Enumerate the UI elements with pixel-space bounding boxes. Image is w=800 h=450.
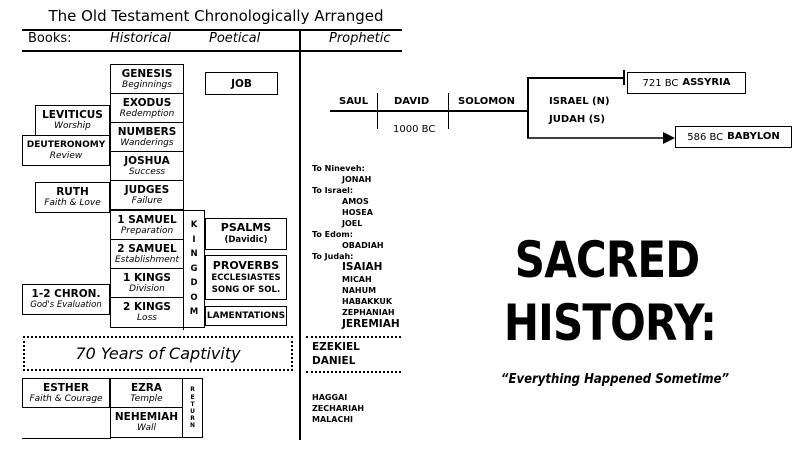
headline-sacred: SACRED: [514, 231, 700, 289]
assyria-date: 721 BC: [642, 77, 679, 89]
book-theme: Redemption: [119, 108, 175, 119]
book-leviticus: [35, 105, 110, 136]
book-ezra: [110, 378, 183, 408]
book-name: NEHEMIAH: [114, 411, 179, 423]
book-name: LEVITICUS: [42, 109, 103, 121]
book-name: RUTH: [56, 186, 89, 198]
return-column: [182, 378, 203, 438]
return-letter: U: [190, 408, 195, 415]
book-name: 2 SAMUEL: [117, 242, 177, 255]
book-1-2-chronicles: [22, 284, 110, 315]
book-theme: Faith & Love: [44, 198, 101, 208]
headline-history: HISTORY:: [503, 294, 717, 352]
headline-tagline: “Everything Happened Sometime”: [500, 372, 730, 387]
kingdom-letter: D: [190, 278, 198, 289]
book-theme: Wanderings: [120, 137, 174, 148]
book-deuteronomy: [22, 135, 110, 166]
book-name: LAMENTATIONS: [206, 311, 286, 321]
babylon-box: [675, 126, 792, 148]
prophet-ezekiel: EZEKIEL: [312, 341, 360, 353]
header-books: Books:: [28, 31, 72, 46]
tick-david-solomon: [448, 93, 449, 129]
kingdom-letter: N: [190, 249, 198, 260]
assyria-end-cap: [623, 70, 625, 85]
kingdom-letter: I: [192, 234, 196, 245]
book-psalms: [205, 218, 287, 250]
timeline-main-line: [330, 110, 528, 112]
book-name: 1 SAMUEL: [117, 213, 177, 226]
prophetic-captivity-bottom: [306, 371, 401, 373]
assyria-label: ASSYRIA: [682, 77, 731, 88]
book-name: JOB: [231, 77, 252, 90]
book-theme: Preparation: [120, 225, 174, 236]
prophetic-divider: [299, 30, 301, 440]
prophet-zephaniah: ZEPHANIAH: [342, 308, 395, 317]
babylon-label: BABYLON: [727, 131, 780, 142]
book-name: NUMBERS: [117, 125, 177, 138]
book-name: EXODUS: [122, 96, 172, 109]
prophet-group-judah: To Judah:: [312, 252, 354, 261]
split-vertical-line: [527, 77, 529, 138]
book-exodus: [110, 93, 184, 123]
book-joshua: [110, 151, 184, 181]
babylon-date: 586 BC: [687, 131, 724, 143]
esther-extension-line: [22, 438, 111, 439]
book-name: EZRA: [131, 381, 162, 394]
book-name: GENESIS: [121, 67, 173, 80]
kingdom-letter: O: [190, 292, 198, 303]
header-poetical: Poetical: [209, 31, 261, 46]
prophet-jeremiah: JEREMIAH: [342, 318, 400, 330]
book-theme: Division: [129, 283, 165, 294]
prophet-malachi: MALACHI: [312, 415, 353, 424]
book-theme: Failure: [131, 195, 163, 206]
book-name: JOSHUA: [124, 154, 170, 167]
return-letter: N: [189, 422, 196, 430]
book-theme: Faith & Courage: [29, 393, 103, 404]
book-1-samuel: [110, 210, 184, 240]
header-historical: Historical: [110, 31, 171, 46]
book-theme: Wall: [137, 423, 156, 433]
book-numbers: [110, 122, 184, 152]
book-job: [205, 72, 278, 95]
book-theme: Success: [128, 166, 166, 177]
book-theme: Beginnings: [122, 79, 172, 90]
book-theme: Temple: [130, 393, 163, 404]
kingdom-letter: G: [190, 263, 198, 274]
prophet-group-edom: To Edom:: [312, 230, 353, 239]
chart-title: The Old Testament Chronologically Arranged: [48, 7, 384, 25]
book-name: DEUTERONOMY: [26, 140, 106, 150]
king-saul: SAUL: [339, 96, 369, 107]
book-genesis: [110, 64, 184, 94]
return-letter: R: [190, 386, 195, 394]
book-judges: [110, 180, 184, 210]
book-theme: Worship: [54, 121, 91, 131]
kingdom-israel: ISRAEL (N): [549, 96, 610, 107]
book-lamentations: [205, 306, 287, 326]
kingdom-column: [183, 210, 205, 328]
book-theme: God's Evaluation: [30, 300, 102, 310]
prophet-zechariah: ZECHARIAH: [312, 404, 365, 413]
book-name: 1 KINGS: [123, 271, 171, 284]
prophet-group-israel: To Israel:: [312, 186, 354, 195]
book-1-kings: [110, 268, 184, 298]
book-theme: Review: [49, 151, 83, 161]
book-2-samuel: [110, 239, 184, 269]
header-prophetic: Prophetic: [329, 31, 391, 46]
tick-saul-david: [377, 93, 378, 129]
prophet-micah: MICAH: [342, 275, 372, 284]
book-theme: Loss: [137, 313, 157, 323]
assyria-box: [627, 72, 746, 94]
book-2-kings: [110, 297, 184, 328]
prophet-group-nineveh: To Nineveh:: [312, 164, 365, 173]
book-ecclesiastes: ECCLESIASTES: [211, 272, 281, 283]
prophet-joel: JOEL: [342, 219, 363, 228]
book-esther: [22, 378, 110, 408]
return-letter: R: [190, 415, 195, 423]
kingdom-letter: K: [190, 220, 198, 231]
prophet-daniel: DANIEL: [312, 355, 356, 367]
return-letter: E: [190, 393, 195, 401]
book-name: 2 KINGS: [123, 301, 171, 313]
israel-branch-line: [527, 77, 624, 79]
book-nehemiah: [110, 407, 183, 438]
book-name: ESTHER: [43, 381, 89, 394]
book-name: 1-2 CHRON.: [31, 288, 101, 300]
prophet-obadiah: OBADIAH: [342, 241, 384, 250]
header-underline: [22, 50, 402, 52]
prophetic-captivity-top: [306, 336, 401, 338]
king-solomon: SOLOMON: [458, 96, 516, 107]
captivity-box: [23, 336, 293, 371]
book-ruth: [35, 182, 110, 213]
prophet-habakkuk: HABAKKUK: [342, 297, 393, 306]
king-david: DAVID: [394, 96, 430, 107]
date-1000bc: 1000 BC: [393, 124, 436, 135]
return-letters: [190, 386, 195, 429]
book-proverbs: PROVERBS: [212, 258, 280, 272]
prophet-hosea: HOSEA: [342, 208, 373, 217]
kingdom-judah: JUDAH (S): [549, 114, 606, 125]
kingdom-letter: M: [189, 307, 199, 318]
babylon-arrow: [527, 130, 677, 146]
return-letter: T: [190, 400, 195, 408]
captivity-label: 70 Years of Captivity: [75, 344, 241, 363]
book-name: JUDGES: [124, 183, 170, 196]
prophet-haggai: HAGGAI: [312, 393, 348, 402]
book-theme: (Davidic): [224, 235, 268, 245]
prophet-nahum: NAHUM: [342, 286, 377, 295]
book-name: PSALMS: [220, 221, 272, 234]
prophet-amos: AMOS: [342, 197, 369, 206]
prophet-isaiah: ISAIAH: [342, 261, 383, 273]
prophet-jonah: JONAH: [342, 175, 372, 184]
book-song-of-solomon: SONG OF SOL.: [211, 284, 281, 295]
books-of-solomon: [205, 255, 287, 300]
book-theme: Establishment: [114, 254, 180, 265]
kingdom-letters: [190, 218, 198, 320]
